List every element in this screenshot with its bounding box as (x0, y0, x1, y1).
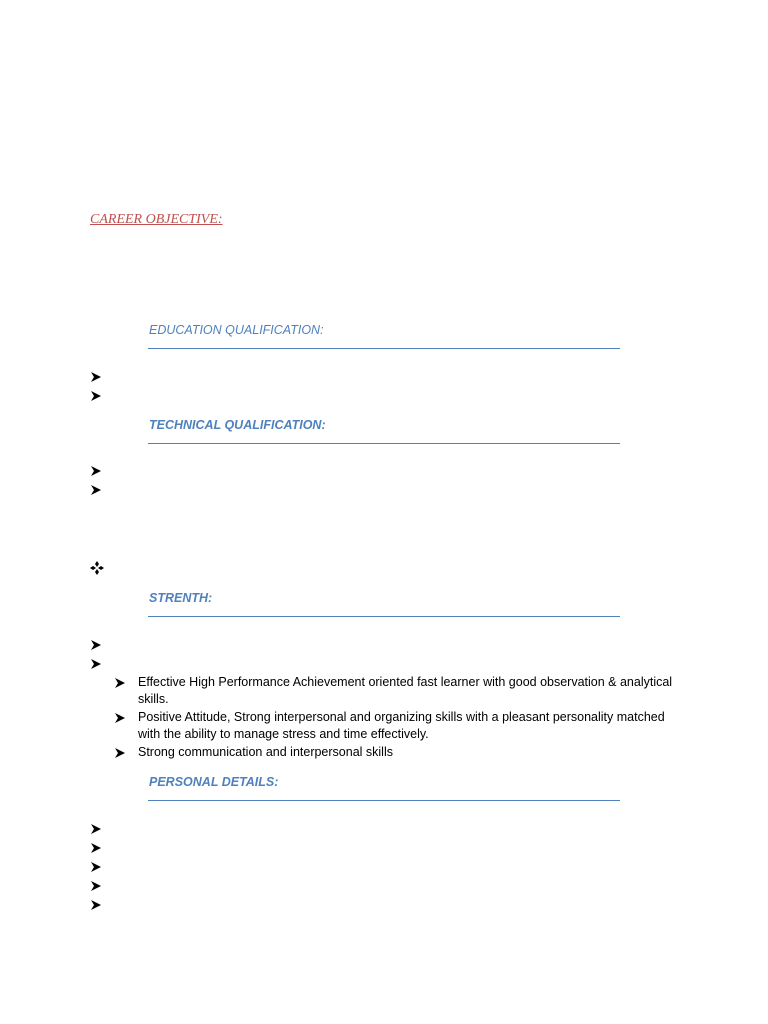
strength-item: Strong communication and interpersonal skills (138, 745, 393, 759)
arrowhead-bullet-icon (114, 747, 128, 759)
arrowhead-bullet-icon (90, 484, 104, 496)
strength-item: Effective High Performance Achievement oriented fast learner with good observation & analytical skills. (138, 675, 673, 706)
education-qualification-heading: EDUCATION QUALIFICATION: (149, 323, 324, 337)
education-divider (148, 348, 620, 349)
arrowhead-bullet-icon (90, 899, 104, 911)
arrowhead-bullet-icon (90, 465, 104, 477)
four-diamond-bullet-icon (90, 561, 104, 575)
strength-divider (148, 616, 620, 617)
personal-details-heading: PERSONAL DETAILS: (149, 775, 279, 789)
technical-divider (148, 443, 620, 444)
arrowhead-bullet-icon (90, 823, 104, 835)
personal-details-divider (148, 800, 620, 801)
arrowhead-bullet-icon (90, 861, 104, 873)
strength-heading: STRENTH: (149, 591, 213, 605)
arrowhead-bullet-icon (90, 390, 104, 402)
arrowhead-bullet-icon (90, 371, 104, 383)
arrowhead-bullet-icon (90, 658, 104, 670)
arrowhead-bullet-icon (90, 842, 104, 854)
arrowhead-bullet-icon (114, 712, 128, 724)
career-objective-heading: CAREER OBJECTIVE: (90, 212, 223, 227)
strength-item: Positive Attitude, Strong interpersonal and organizing skills with a pleasant personality matched with the ability to manage stress and time effectively. (138, 710, 665, 741)
technical-qualification-heading: TECHNICAL QUALIFICATION: (149, 418, 326, 432)
arrowhead-bullet-icon (90, 639, 104, 651)
arrowhead-bullet-icon (90, 880, 104, 892)
arrowhead-bullet-icon (114, 677, 128, 689)
